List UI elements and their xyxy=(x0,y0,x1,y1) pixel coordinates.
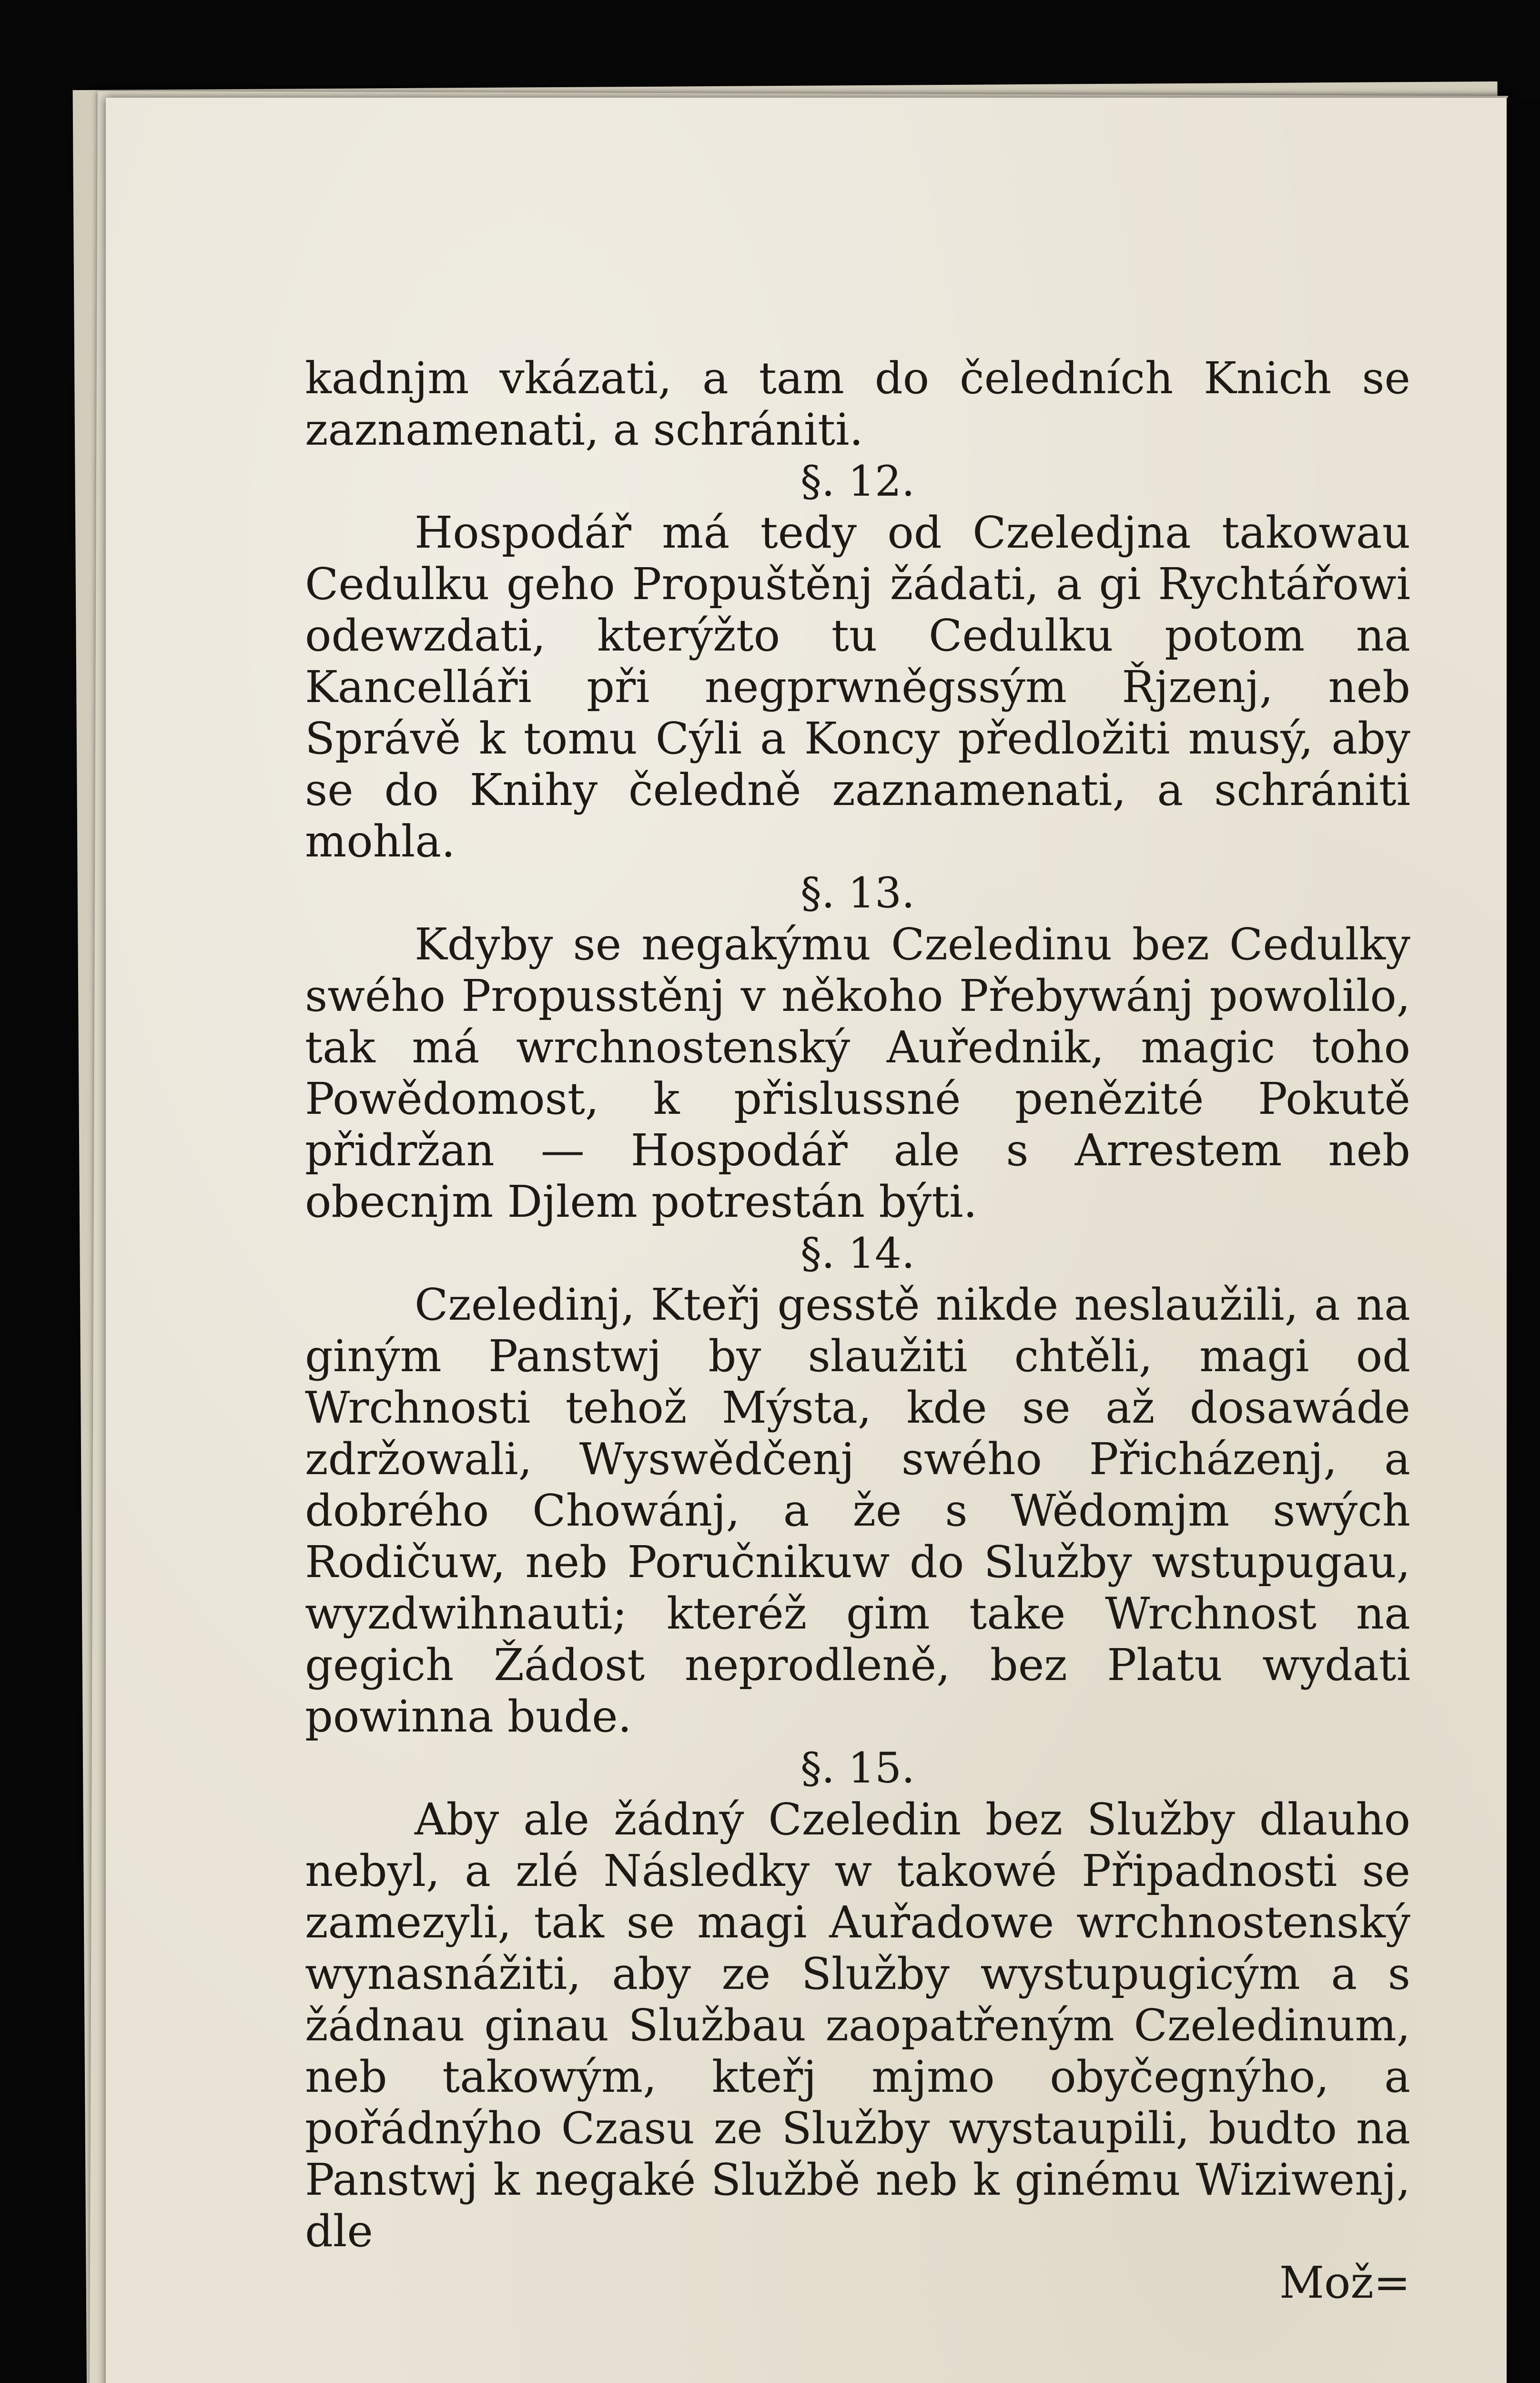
intro-paragraph: kadnjm vkázati, a tam do čeledních Knich se zaznamenati, a schrániti. xyxy=(305,353,1410,455)
scan-border xyxy=(1507,98,1540,2383)
catchword: Mož= xyxy=(1279,2257,1410,2308)
section-heading-12: §. 12. xyxy=(800,457,915,506)
section-text-15: Aby ale žádný Czeledin bez Služby dlauho nebyl, a zlé Následky w takowé Připadnosti se zamezyli, tak se magi Auřadowe wrchnostenský wynasnážiti, aby ze Služby wystupugicým a s žádnau ginau Službau zaopatřeným Czeledinum, neb takowým, kteřj mjmo obyčegnýho, a pořádnýho Czasu ze Služby wystaupili, budto na Panstwj k negaké Službě neb k ginému Wiziwenj, dle xyxy=(305,1794,1410,2257)
section-heading-15: §. 15. xyxy=(800,1743,915,1792)
document-text xyxy=(305,353,1410,2309)
section-text-14: Czeledinj, Kteřj gesstě nikde neslaužili, a na giným Panstwj by slaužiti chtěli, magi od Wrchnosti tehož Mýsta, kde se až dosawáde zdržowali, Wyswědčenj swého Přicházenj, a dobrého Chowánj, a že s Wědomjm swých Rodičuw, neb Poručnikuw do Služby wstupugau, wyzdwihnauti; kteréž gim take Wrchnost na gegich Žádost neprodleně, bez Platu wydati powinna bude. xyxy=(305,1279,1410,1742)
section-text-12: Hospodář má tedy od Czeledjna takowau Cedulku geho Propuštěnj žádati, a gi Rychtářowi odewzdati, kterýžto tu Cedulku potom na Kancelláři při negprwněgssým Řjzenj, neb Správě k tomu Cýli a Koncy předložiti musý, aby se do Knihy čeledně zaznamenati, a schrániti mohla. xyxy=(305,507,1410,867)
section-heading-14: §. 14. xyxy=(800,1229,915,1278)
section-text-13: Kdyby se negakýmu Czeledinu bez Cedulky swého Propusstěnj v někoho Přebywánj powolilo, tak má wrchnostenský Auřednik, magic toho Powědomost, k přislussné penězité Pokutě přidržan — Hospodář ale s Arrestem neb obecnjm Djlem potrestán býti. xyxy=(305,919,1410,1227)
section-heading-13: §. 13. xyxy=(800,868,915,917)
